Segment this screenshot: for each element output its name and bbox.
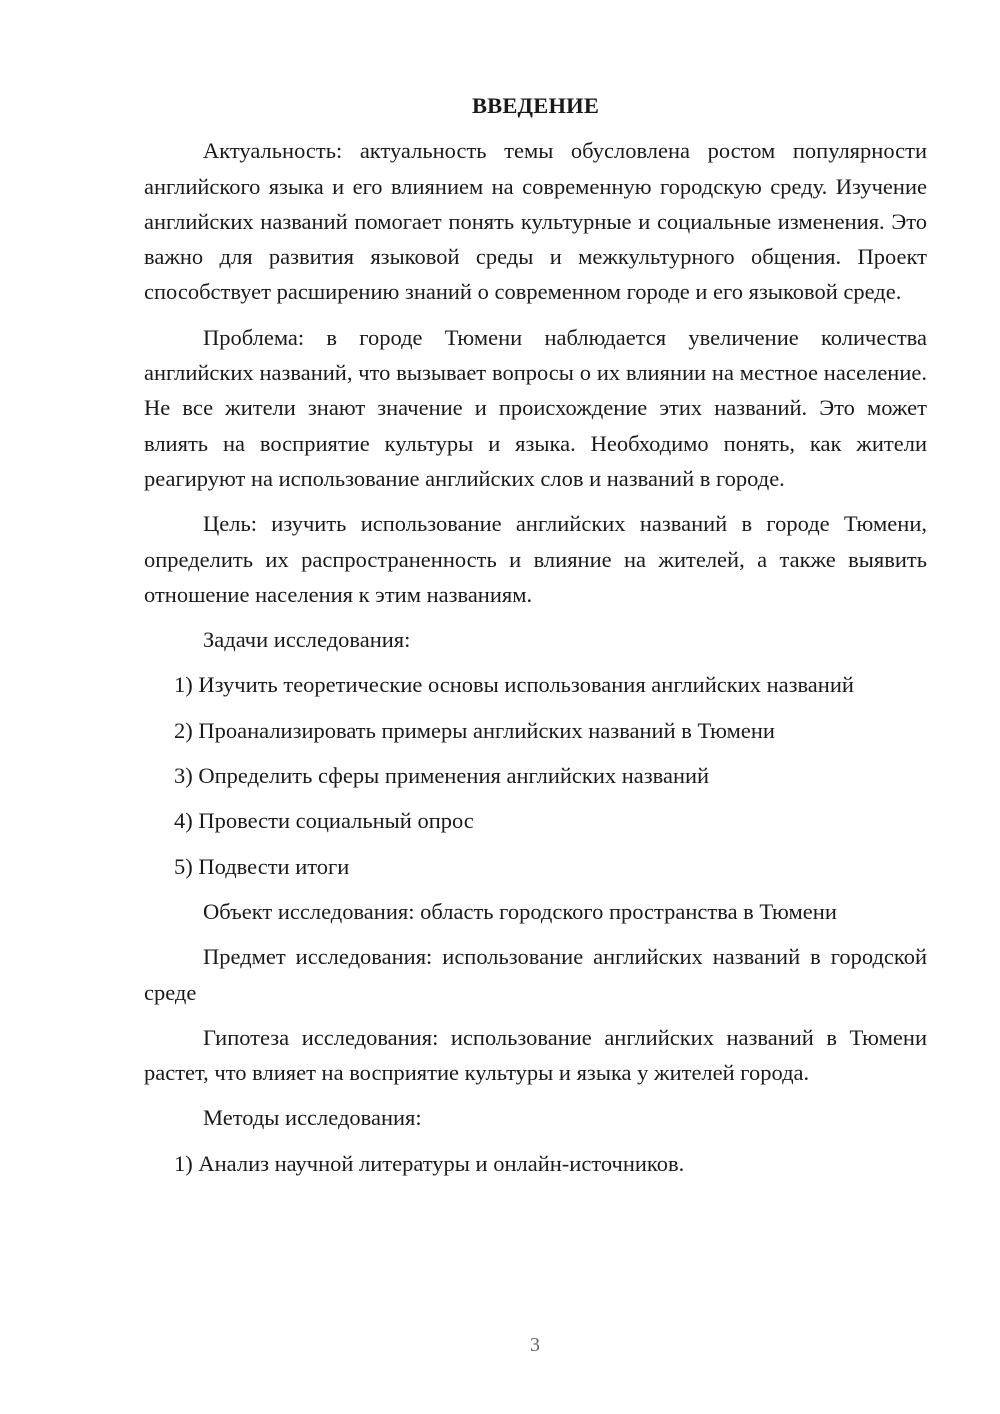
task-item-2: 2) Проанализировать примеры английских названий в Тюмени — [174, 717, 775, 743]
relevance-paragraph: Актуальность: актуальность темы обусловлена ростом популярности английского языка и его влиянием на современную городскую среду. Изучение английских названий помогает понять культурные и социальные изменения. Это важно для развития языковой среды и межкультурного общения. Проект способствует расширению знаний о современном городе и его языковой среде. — [144, 138, 927, 305]
method-item-1: 1) Анализ научной литературы и онлайн-источников. — [174, 1150, 685, 1176]
object-paragraph: Объект исследования: область городского пространства в Тюмени — [203, 898, 837, 924]
page-number: 3 — [530, 1334, 540, 1356]
section-title: ВВЕДЕНИЕ — [471, 93, 600, 118]
task-item-1: 1) Изучить теоретические основы использования английских названий — [174, 672, 854, 698]
goal-paragraph: Цель: изучить использование английских названий в городе Тюмени, определить их распространенность и влияние на жителей, а также выявить отношение населения к этим названиям. — [144, 511, 927, 607]
problem-paragraph: Проблема: в городе Тюмени наблюдается увеличение количества английских названий, что вызывает вопросы о их влиянии на местное население. Не все жители знают значение и происхождение этих названий. Это может влиять на восприятие культуры и языка. Необходимо понять, как жители реагируют на использование английских слов и названий в городе. — [144, 324, 927, 491]
subject-paragraph: Предмет исследования: использование английских названий в городской среде — [144, 944, 927, 1005]
tasks-heading: Задачи исследования: — [203, 627, 411, 653]
task-item-5: 5) Подвести итоги — [174, 853, 350, 879]
document-page — [144, 88, 927, 1191]
task-item-4: 4) Провести социальный опрос — [174, 808, 474, 834]
hypothesis-paragraph: Гипотеза исследования: использование английских названий в Тюмени растет, что влияет на восприятие культуры и языка у жителей города. — [144, 1024, 927, 1086]
task-item-3: 3) Определить сферы применения английских названий — [174, 763, 710, 789]
methods-heading: Методы исследования: — [203, 1105, 422, 1131]
